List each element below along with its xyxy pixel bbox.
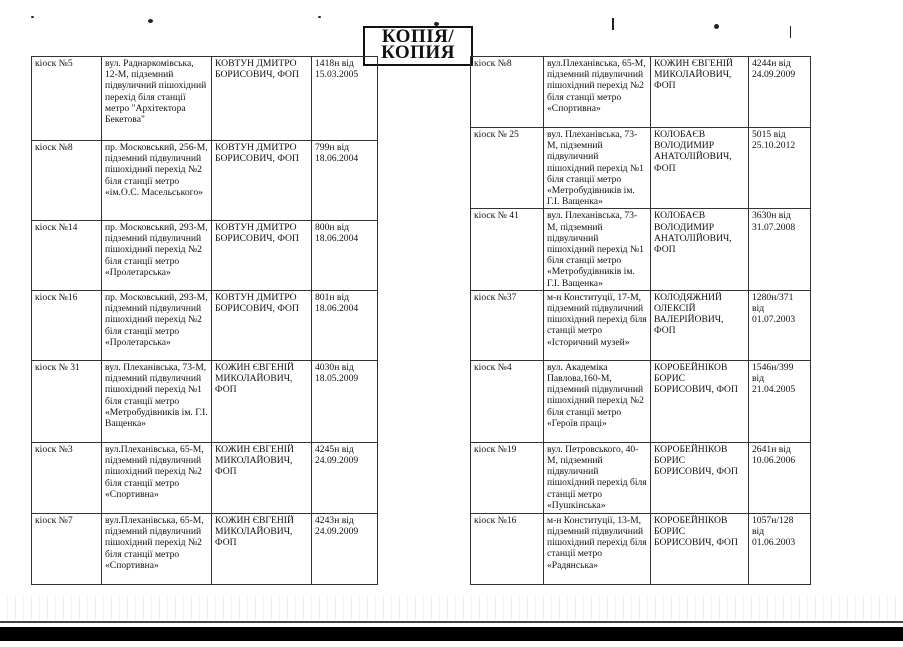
address-cell: пр. Московський, 293-М, підземний підвуличний пішохідний перехід №2 біля станції метро «Пролетарська» — [102, 221, 212, 291]
scan-speck — [714, 24, 719, 29]
owner-cell: КОЛОДЯЖНИЙ ОЛЕКСІЙ ВАЛЕРІЙОВИЧ, ФОП — [651, 290, 749, 360]
permit-cell: 4244н від 24.09.2009 — [749, 57, 811, 128]
table-row — [471, 442, 811, 513]
address-cell: вул.Плеханівська, 65-М, підземний підвуличний пішохідний перехід №2 біля станції метро «Спортивна» — [102, 514, 212, 585]
kiosk-cell: кіоск № 31 — [32, 361, 102, 443]
permit-cell: 1546н/399 від 21.04.2005 — [749, 360, 811, 442]
permit-cell: 2641н від 10.06.2006 — [749, 442, 811, 513]
table-row — [471, 360, 811, 442]
scan-edge-line — [0, 621, 903, 623]
address-cell: пр. Московський, 293-М, підземний підвуличний пішохідний перехід №2 біля станції метро «Пролетарська» — [102, 291, 212, 361]
kiosk-cell: кіоск №5 — [32, 57, 102, 141]
table-row — [32, 221, 378, 291]
table-row — [471, 209, 811, 290]
kiosk-table-right — [470, 56, 811, 585]
address-cell: вул. Плеханівська, 73-М, підземний підвуличний пішохідний перехід №1 біля станції метро «Метробудівників ім. Г.І. Ващенка» — [544, 209, 651, 290]
permit-cell: 800н від 18.06.2004 — [312, 221, 378, 291]
owner-cell: КОРОБЕЙНІКОВ БОРИС БОРИСОВИЧ, ФОП — [651, 442, 749, 513]
owner-cell: КОРОБЕЙНІКОВ БОРИС БОРИСОВИЧ, ФОП — [651, 513, 749, 584]
permit-cell: 4030н від 18.05.2009 — [312, 361, 378, 443]
kiosk-cell: кіоск №37 — [471, 290, 544, 360]
permit-cell: 5015 від 25.10.2012 — [749, 128, 811, 209]
table-row — [32, 443, 378, 514]
kiosk-cell: кіоск № 25 — [471, 128, 544, 209]
stamp-line-2: КОПИЯ — [381, 42, 455, 63]
owner-cell: КОЖИН ЄВГЕНІЙ МИКОЛАЙОВИЧ, ФОП — [212, 514, 312, 585]
kiosk-cell: кіоск №19 — [471, 442, 544, 513]
kiosk-cell: кіоск №3 — [32, 443, 102, 514]
scan-noise — [0, 596, 903, 620]
permit-cell: 4243н від 24.09.2009 — [312, 514, 378, 585]
kiosk-cell: кіоск №7 — [32, 514, 102, 585]
address-cell: вул. Петровського, 40-М, підземний підвуличний пішохідний перехід біля станції метро «Пушкінська» — [544, 442, 651, 513]
table-row — [471, 290, 811, 360]
permit-cell: 799н від 18.06.2004 — [312, 141, 378, 221]
table-row — [32, 291, 378, 361]
scan-speck — [790, 26, 791, 38]
permit-cell: 1280н/371 від 01.07.2003 — [749, 290, 811, 360]
scan-speck — [31, 16, 34, 18]
kiosk-cell: кіоск №4 — [471, 360, 544, 442]
table-row — [471, 57, 811, 128]
permit-cell: 801н від 18.06.2004 — [312, 291, 378, 361]
stamp-line-1: КОПІЯ/ — [381, 26, 455, 47]
kiosk-cell: кіоск №8 — [32, 141, 102, 221]
table-row — [32, 57, 378, 141]
address-cell: вул. Раднаркомівська, 12-М, підземний підвуличний пішохідний перехід біля станції метро "Архітектора Бекетова" — [102, 57, 212, 141]
scan-speck — [318, 16, 321, 18]
permit-cell: 1418н від 15.03.2005 — [312, 57, 378, 141]
address-cell: м-н Конституції, 17-М, підземний підвуличний пішохідний перехід біля станції метро «Історичний музей» — [544, 290, 651, 360]
kiosk-cell: кіоск №16 — [32, 291, 102, 361]
copy-stamp — [363, 26, 473, 66]
address-cell: вул. Плеханівська, 73-М, підземний підвуличний пішохідний перехід №1 біля станції метро «Метробудівників ім. Г.І. Ващенка» — [544, 128, 651, 209]
address-cell: вул. Плеханівська, 73-М, підземний підвуличний пішохідний перехід №1 біля станції метро «Метробудівників ім. Г.І. Ващенка» — [102, 361, 212, 443]
address-cell: вул.Плеханівська, 65-М, підземний підвуличний пішохідний перехід №2 біля станції метро «Спортивна» — [102, 443, 212, 514]
permit-cell: 4245н від 24.09.2009 — [312, 443, 378, 514]
kiosk-cell: кіоск №14 — [32, 221, 102, 291]
owner-cell: КОВТУН ДМИТРО БОРИСОВИЧ, ФОП — [212, 57, 312, 141]
permit-cell: 3630н від 31.07.2008 — [749, 209, 811, 290]
owner-cell: КОЛОБАЄВ ВОЛОДИМИР АНАТОЛІЙОВИЧ, ФОП — [651, 128, 749, 209]
table-row — [32, 141, 378, 221]
table-row — [471, 128, 811, 209]
owner-cell: КОЛОБАЄВ ВОЛОДИМИР АНАТОЛІЙОВИЧ, ФОП — [651, 209, 749, 290]
scan-speck — [612, 18, 614, 30]
table-row — [471, 513, 811, 584]
address-cell: м-н Конституції, 13-М, підземний підвуличний пішохідний перехід біля станції метро «Радянська» — [544, 513, 651, 584]
owner-cell: КОЖИН ЄВГЕНІЙ МИКОЛАЙОВИЧ, ФОП — [212, 361, 312, 443]
kiosk-cell: кіоск №16 — [471, 513, 544, 584]
owner-cell: КОВТУН ДМИТРО БОРИСОВИЧ, ФОП — [212, 141, 312, 221]
table-row — [32, 361, 378, 443]
table-row — [32, 514, 378, 585]
address-cell: вул. Академіка Павлова,160-М, підземний підвуличний пішохідний перехід №2 біля станції метро «Героїв праці» — [544, 360, 651, 442]
owner-cell: КОЖИН ЄВГЕНІЙ МИКОЛАЙОВИЧ, ФОП — [212, 443, 312, 514]
owner-cell: КОРОБЕЙНІКОВ БОРИС БОРИСОВИЧ, ФОП — [651, 360, 749, 442]
permit-cell: 1057н/128 від 01.06.2003 — [749, 513, 811, 584]
owner-cell: КОВТУН ДМИТРО БОРИСОВИЧ, ФОП — [212, 291, 312, 361]
kiosk-cell: кіоск №8 — [471, 57, 544, 128]
address-cell: пр. Московський, 256-М, підземний підвуличний пішохідний перехід №2 біля станції метро «ім.О.С. Масельського» — [102, 141, 212, 221]
owner-cell: КОЖИН ЄВГЕНІЙ МИКОЛАЙОВИЧ, ФОП — [651, 57, 749, 128]
address-cell: вул.Плеханівська, 65-М, підземний підвуличний пішохідний перехід №2 біля станції метро «Спортивна» — [544, 57, 651, 128]
owner-cell: КОВТУН ДМИТРО БОРИСОВИЧ, ФОП — [212, 221, 312, 291]
scan-edge-band — [0, 627, 903, 641]
kiosk-cell: кіоск № 41 — [471, 209, 544, 290]
scan-speck — [148, 19, 153, 23]
kiosk-table-left — [31, 56, 378, 585]
